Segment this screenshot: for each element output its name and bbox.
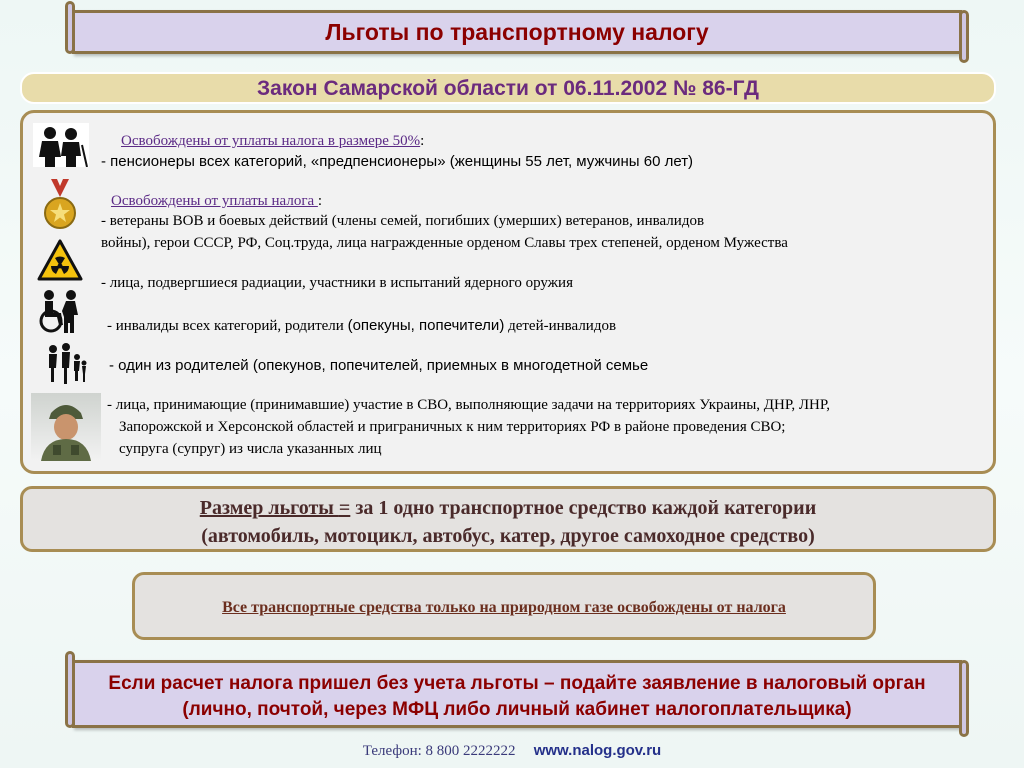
pensioners-icon: [33, 123, 89, 167]
radiation-warning-icon: [37, 239, 83, 281]
notice-banner: [72, 660, 962, 728]
full-exempt-link[interactable]: Освобождены от уплаты налога: [111, 193, 318, 209]
phone-number: Телефон: 8 800 2222222: [362, 743, 516, 759]
website-link[interactable]: www.nalog.gov.ru: [533, 742, 662, 759]
benefit-size-label: Размер льготы: [199, 497, 339, 519]
svo-item-line2: Запорожской и Херсонской областей и приграничных к ним территориях РФ в районе проведения СВО;: [119, 419, 786, 435]
title-banner: [72, 10, 962, 54]
heading-colon: :: [317, 193, 323, 209]
disabled-item-part2: (опекуны, попечители): [347, 317, 505, 334]
benefit-size-line2: (автомобиль, мотоцикл, автобус, катер, другое самоходное средство): [201, 525, 815, 547]
full-exempt-heading: [111, 193, 322, 210]
disabled-item: [107, 317, 616, 335]
notice-line1: Если расчет налога пришел без учета льготы – подайте заявление в налоговый орган: [108, 673, 926, 694]
scroll-curl-left: [65, 1, 75, 54]
notice-line2: (лично, почтой, через МФЦ либо личный кабинет налогоплательщика): [182, 699, 852, 720]
large-family-item: - один из родителей (опекунов, попечителей, приемных в многодетной семье: [109, 357, 649, 374]
medal-icon: [43, 179, 77, 231]
benefits-box: [20, 110, 996, 474]
soldier-photo: [31, 393, 101, 461]
svo-item-line1: - лица, принимающие (принимавшие) участие в СВО, выполняющие задачи на территориях Украины, ДНР, ЛНР,: [107, 397, 831, 413]
benefit-size-line1: [23, 497, 993, 520]
veterans-item-line1: - ветераны ВОВ и боевых действий (члены семей, погибших (умерших) ветеранов, инвалидов: [101, 213, 705, 229]
disabled-item-part1: - инвалиды всех категорий, родители: [107, 318, 348, 334]
law-reference: Закон Самарской области от 06.11.2002 № 86-ГД: [257, 77, 759, 100]
disabled-person-icon: [37, 289, 83, 333]
large-family-icon: [45, 341, 87, 387]
scroll-curl-right: [959, 10, 969, 63]
natural-gas-box: [132, 572, 876, 640]
benefit-size-rule: за 1 одно транспортное средство каждой категории: [350, 497, 817, 519]
pensioners-item: - пенсионеры всех категорий, «предпенсионеры» (женщины 55 лет, мужчины 60 лет): [101, 153, 694, 170]
scroll-curl-left: [65, 651, 75, 728]
veterans-item-line2: войны), герои СССР, РФ, Соц.труда, лица награжденные орденом Славы трех степеней, орденом Мужества: [101, 235, 788, 251]
half-exempt-link[interactable]: Освобождены от уплаты налога в размере 50%: [121, 133, 421, 149]
radiation-item: - лица, подвергшиеся радиации, участники в испытаний ядерного оружия: [101, 275, 573, 291]
svo-item-line3: супруга (супруг) из числа указанных лиц: [119, 441, 382, 457]
heading-colon: :: [420, 133, 425, 149]
law-reference-box: [20, 72, 996, 104]
half-exempt-heading: [121, 133, 424, 150]
disabled-item-part3: детей-инвалидов: [504, 318, 617, 334]
benefit-size-box: [20, 486, 996, 552]
natural-gas-text: Все транспортные средства только на природном газе освобождены от налога: [222, 599, 786, 616]
page-title: Льготы по транспортному налогу: [325, 19, 709, 45]
benefit-size-equals: =: [338, 497, 351, 519]
footer: [0, 742, 1024, 760]
scroll-curl-right: [959, 660, 969, 737]
